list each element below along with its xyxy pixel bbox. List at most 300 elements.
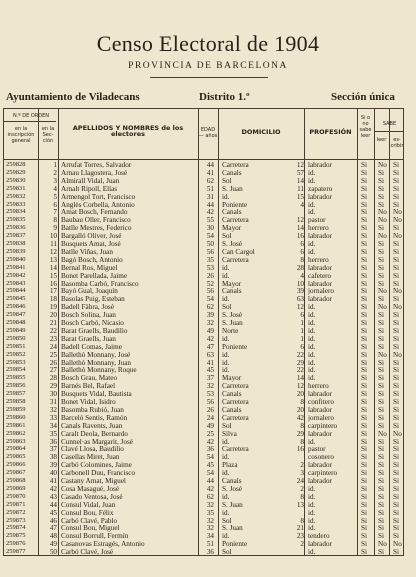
cell-s: 36	[49, 437, 57, 446]
cell-g: 259871	[6, 500, 26, 508]
distrito-label: Distrito 1.º	[199, 91, 250, 103]
cell-s: 26	[49, 358, 57, 367]
cell-d: Carretera	[222, 255, 249, 264]
cell-g: 259839	[6, 247, 26, 255]
cell-e: 41	[206, 168, 214, 177]
cell-g: 259874	[6, 524, 26, 532]
cell-d: id.	[222, 334, 230, 343]
cell-g: 259843	[6, 279, 26, 287]
header-orden: N.º DE ORDEN	[12, 113, 50, 119]
cell-c: No	[393, 350, 402, 359]
cell-c: Si	[393, 445, 399, 454]
cell-number: 4	[300, 271, 304, 280]
cell-s: 37	[49, 445, 57, 454]
cell-number: 14	[296, 224, 304, 233]
cell-s: 12	[49, 247, 57, 256]
cell-g: 259870	[6, 492, 26, 500]
cell-e: 36	[206, 445, 214, 454]
cell-g: 259861	[6, 421, 26, 429]
cell-d: Sol	[222, 303, 232, 312]
cell-b: Si	[378, 240, 384, 248]
cell-e: 32	[206, 524, 214, 533]
cell-s: 24	[49, 342, 57, 351]
cell-g: 259863	[6, 437, 26, 445]
cell-s: 48	[49, 532, 57, 541]
cell-a: Si	[361, 398, 367, 406]
cell-number: 8	[300, 421, 304, 430]
cell-a: Si	[361, 240, 367, 248]
cell-c: Si	[393, 366, 399, 375]
cell-e: 45	[206, 366, 214, 375]
cell-b: Si	[378, 326, 384, 335]
cell-number: 20	[296, 405, 304, 414]
cell-s: 32	[49, 405, 57, 414]
cell-d: Poniente	[222, 540, 248, 549]
cell-e: 56	[206, 247, 214, 256]
cell-p: jornalero	[308, 287, 334, 296]
cell-d: id.	[222, 508, 230, 517]
cell-number: 12	[296, 216, 304, 225]
cell-d: Sol	[222, 548, 232, 557]
cell-e: 55	[206, 216, 214, 225]
cell-b: No	[378, 208, 387, 217]
cell-c: Si	[393, 437, 399, 446]
cell-s: 22	[49, 326, 57, 335]
cell-n: Armengol Tort, Francisco	[61, 192, 136, 201]
cell-e: 63	[206, 350, 214, 359]
electoral-table	[3, 108, 404, 556]
cell-c: Si	[393, 192, 399, 201]
cell-d: Canals	[222, 477, 242, 485]
cell-c: Si	[393, 168, 399, 177]
cell-e: 54	[206, 295, 214, 304]
cell-g: 259873	[6, 516, 26, 524]
cell-a: Si	[361, 192, 367, 201]
cell-d: Canals	[222, 287, 242, 296]
cell-s: 5	[53, 192, 57, 201]
cell-p: labrador	[308, 279, 332, 288]
cell-g: 259835	[6, 216, 26, 224]
cell-a: Si	[361, 366, 367, 375]
cell-b: Si	[378, 500, 384, 509]
cell-n: Castany Amat, Miguel	[61, 477, 126, 485]
cell-a: Si	[361, 287, 367, 296]
cell-number: 24	[296, 477, 304, 485]
ayuntamiento-label: Ayuntamiento de Viladecans	[6, 91, 140, 103]
cell-n: Carbó Clavé, José	[61, 548, 114, 557]
cell-c: Si	[393, 492, 399, 501]
header-seccion-num: en la Sec-ción	[41, 126, 55, 144]
cell-e: 36	[206, 548, 214, 557]
cell-a: Si	[361, 319, 367, 327]
cell-b: Si	[378, 319, 384, 327]
cell-d: Carretera	[222, 398, 249, 406]
cell-d: Poniente	[222, 200, 248, 209]
cell-number: 8	[300, 492, 304, 501]
cell-c: Si	[393, 405, 399, 414]
cell-b: Si	[378, 279, 384, 288]
cell-n: Bonet Vidal, Isidro	[61, 398, 116, 406]
cell-n: Carbonell Duu, Francisco	[61, 469, 136, 478]
cell-p: pastor	[308, 216, 326, 225]
cell-b: Si	[378, 374, 384, 383]
cell-number: 21	[296, 524, 304, 533]
cell-p: id.	[308, 358, 316, 367]
cell-c: Si	[393, 271, 399, 280]
cell-p: labrador	[308, 477, 332, 485]
cell-a: Si	[361, 382, 367, 391]
cell-e: 44	[206, 161, 214, 169]
cell-d: Canals	[222, 168, 242, 177]
cell-c: Si	[393, 548, 399, 557]
cell-g: 259837	[6, 232, 26, 240]
cell-p: jornalero	[308, 413, 334, 422]
cell-c: Si	[393, 532, 399, 541]
cell-d: Mayor	[222, 374, 242, 383]
cell-g: 259848	[6, 319, 26, 326]
cell-d: Canals	[222, 390, 242, 399]
cell-n: Batlle Mestres, Federico	[61, 224, 132, 233]
cell-p: id.	[308, 240, 316, 248]
cell-d: Sol	[222, 176, 232, 185]
cell-c: Si	[393, 374, 399, 383]
cell-s: 8	[53, 216, 57, 225]
cell-p: cosonero	[308, 453, 334, 462]
cell-g: 259834	[6, 208, 26, 216]
cell-s: 9	[53, 224, 57, 233]
cell-g: 259832	[6, 192, 26, 200]
cell-e: 37	[206, 374, 214, 383]
cell-a: Si	[361, 461, 367, 470]
cell-d: Sol	[222, 421, 232, 430]
cell-e: 30	[206, 224, 214, 233]
cell-s: 14	[49, 263, 57, 272]
cell-d: Canals	[222, 208, 242, 217]
cell-e: 50	[206, 240, 214, 248]
cell-e: 32	[206, 516, 214, 525]
cell-d: id.	[222, 358, 230, 367]
cell-s: 18	[49, 295, 57, 304]
cell-p: labrador	[308, 232, 332, 241]
cell-e: 42	[206, 437, 214, 446]
cell-d: S. Juan	[222, 184, 243, 193]
cell-a: Si	[361, 469, 367, 478]
cell-a: Si	[361, 208, 367, 217]
cell-s: 50	[49, 548, 57, 557]
cell-s: 13	[49, 255, 57, 264]
cell-p: id.	[308, 484, 316, 493]
cell-d: id.	[222, 366, 230, 375]
cell-c: No	[393, 303, 402, 312]
cell-g: 259833	[6, 200, 26, 208]
cell-number: 8	[300, 516, 304, 525]
table-row	[4, 548, 403, 556]
cell-g: 259852	[6, 350, 26, 358]
cell-n: Canals Ravents, Juan	[61, 421, 123, 430]
cell-e: 24	[206, 413, 214, 422]
cell-s: 35	[49, 429, 57, 438]
cell-e: 54	[206, 232, 214, 241]
cell-d: Norte	[222, 326, 239, 335]
cell-n: Batlle Viñas, Juan	[61, 247, 113, 256]
cell-g: 259859	[6, 405, 26, 413]
cell-g: 259865	[6, 453, 26, 461]
cell-p: id.	[308, 208, 316, 217]
cell-c: Si	[393, 247, 399, 256]
cell-p: id.	[308, 508, 316, 517]
cell-e: 39	[206, 311, 214, 320]
cell-e: 42	[206, 208, 214, 217]
cell-c: Si	[393, 516, 399, 525]
cell-a: Si	[361, 516, 367, 525]
cell-s: 29	[49, 382, 57, 391]
cell-s: 6	[53, 200, 57, 209]
cell-e: 42	[206, 334, 214, 343]
header-domicilio: DOMICILIO	[241, 128, 281, 136]
cell-n: Bonet Parellada, Jaime	[61, 271, 128, 280]
cell-number: 12	[296, 161, 304, 169]
cell-b: Si	[378, 548, 384, 557]
cell-b: Si	[378, 508, 384, 517]
cell-n: Arrufat Torres, Salvador	[61, 161, 132, 169]
cell-number: 6	[300, 247, 304, 256]
cell-n: Arnalt Ripoll, Elías	[61, 184, 118, 193]
cell-s: 47	[49, 524, 57, 533]
header-divider	[4, 121, 56, 122]
cell-c: Si	[393, 461, 399, 470]
cell-a: Si	[361, 492, 367, 501]
cell-n: Consul Borrull, Fermín	[61, 532, 129, 541]
cell-number: 2	[300, 540, 304, 549]
cell-n: Barceló Sentis, Ramón	[61, 413, 128, 422]
cell-n: Basomba Carbó, Francisco	[61, 279, 139, 288]
cell-n: Consul Bou, Miguel	[61, 524, 120, 533]
cell-s: 38	[49, 453, 57, 462]
cell-p: labrador	[308, 405, 332, 414]
cell-c: Si	[393, 240, 399, 248]
cell-a: Si	[361, 326, 367, 335]
cell-a: Si	[361, 271, 367, 280]
cell-p: id.	[308, 319, 316, 327]
cell-number: 23	[296, 532, 304, 541]
cell-number: 3	[300, 469, 304, 478]
cell-c: Si	[393, 200, 399, 209]
cell-a: Si	[361, 176, 367, 185]
cell-p: id.	[308, 247, 316, 256]
cell-n: Consul Vidal, Juan	[61, 500, 116, 509]
cell-c: Si	[393, 390, 399, 399]
cell-number: 29	[296, 358, 304, 367]
header-bottom-rule	[4, 159, 403, 160]
cell-e: 62	[206, 303, 214, 312]
cell-g: 259841	[6, 263, 26, 271]
cell-b: Si	[378, 184, 384, 193]
cell-a: Si	[361, 532, 367, 541]
cell-b: Si	[378, 247, 384, 256]
cell-g: 259828	[6, 161, 26, 168]
cell-s: 42	[49, 484, 57, 493]
cell-d: Mayor	[222, 279, 242, 288]
cell-d: Poniente	[222, 342, 248, 351]
cell-c: No	[393, 287, 402, 296]
cell-n: Badell Fàbra, José	[61, 303, 114, 312]
cell-c: Si	[393, 524, 399, 533]
cell-p: carpintero	[308, 421, 338, 430]
cell-number: 42	[296, 413, 304, 422]
cell-s: 31	[49, 398, 57, 406]
cell-n: Almirall Vidal, Juan	[61, 176, 120, 185]
cell-a: Si	[361, 445, 367, 454]
cell-p: labrador	[308, 295, 332, 304]
cell-n: Barnés Bel, Rafael	[61, 382, 116, 391]
cell-c: Si	[393, 279, 399, 288]
cell-n: Barat Graells, Juan	[61, 334, 116, 343]
cell-n: Casanovas Estragés, Antonio	[61, 540, 145, 549]
cell-a: Si	[361, 263, 367, 272]
cell-d: Can Cargol	[222, 247, 255, 256]
cell-d: S. José	[222, 311, 242, 320]
cell-d: id.	[222, 492, 230, 501]
cell-s: 40	[49, 469, 57, 478]
cell-p: id.	[308, 200, 316, 209]
cell-a: Si	[361, 279, 367, 288]
cell-b: Si	[378, 255, 384, 264]
cell-number: 6	[300, 342, 304, 351]
header-general: en la inscripción general	[7, 126, 35, 144]
cell-a: Si	[361, 484, 367, 493]
cell-p: id.	[308, 437, 316, 446]
cell-number: 8	[300, 437, 304, 446]
cell-c: Si	[393, 421, 399, 430]
cell-number: 8	[300, 398, 304, 406]
cell-g: 259842	[6, 271, 26, 279]
cell-e: 41	[206, 358, 214, 367]
cell-d: id.	[222, 437, 230, 446]
cell-p: tendero	[308, 532, 330, 541]
cell-b: Si	[378, 532, 384, 541]
cell-p: labrador	[308, 390, 332, 399]
cell-c: No	[393, 232, 402, 241]
cell-g: 259876	[6, 540, 26, 548]
cell-g: 259867	[6, 469, 26, 477]
cell-a: Si	[361, 374, 367, 383]
cell-a: Si	[361, 477, 367, 485]
cell-p: zapatero	[308, 184, 333, 193]
cell-p: carpintero	[308, 469, 338, 478]
cell-d: S. José	[222, 240, 242, 248]
cell-s: 46	[49, 516, 57, 525]
cell-e: 49	[206, 326, 214, 335]
cell-a: Si	[361, 548, 367, 557]
cell-d: id.	[222, 532, 230, 541]
cell-a: Si	[361, 216, 367, 225]
cell-d: Carretera	[222, 382, 249, 391]
cell-n: Basolas Puig, Esteban	[61, 295, 125, 304]
cell-p: confitero	[308, 398, 334, 406]
cell-n: Busquets Vidal, Bautista	[61, 390, 132, 399]
cell-g: 259829	[6, 168, 26, 176]
cell-a: Si	[361, 255, 367, 264]
cell-number: 22	[296, 366, 304, 375]
cell-n: Bosch Grau, Mateo	[61, 374, 118, 383]
cell-e: 56	[206, 287, 214, 296]
cell-e: 53	[206, 263, 214, 272]
cell-n: Cunnel·as Margarit, José	[61, 437, 133, 446]
cell-d: Carretera	[222, 161, 249, 169]
cell-s: 4	[53, 184, 57, 193]
cell-number: 14	[296, 374, 304, 383]
cell-e: 32	[206, 319, 214, 327]
cell-b: Si	[378, 445, 384, 454]
cell-b: Si	[378, 271, 384, 280]
cell-a: Si	[361, 413, 367, 422]
cell-e: 26	[206, 271, 214, 280]
cell-s: 43	[49, 492, 57, 501]
cell-g: 259851	[6, 342, 26, 350]
cell-number: 14	[296, 176, 304, 185]
cell-d: S. José	[222, 484, 242, 493]
cell-d: Sol	[222, 232, 232, 241]
cell-c: Si	[393, 484, 399, 493]
cell-d: Plaza	[222, 461, 238, 470]
cell-n: Bosch Solina, Juan	[61, 311, 116, 320]
cell-d: id.	[222, 192, 230, 201]
cell-g: 259849	[6, 326, 26, 334]
cell-b: Si	[378, 311, 384, 320]
cell-number: 6	[300, 240, 304, 248]
cell-e: 25	[206, 429, 214, 438]
cell-b: Si	[378, 405, 384, 414]
cell-number: 15	[296, 192, 304, 201]
cell-g: 259866	[6, 461, 26, 469]
cell-s: 44	[49, 500, 57, 509]
cell-c: No	[393, 540, 402, 549]
cell-number: 1	[300, 326, 304, 335]
cell-g: 259875	[6, 532, 26, 540]
cell-c: Si	[393, 263, 399, 272]
cell-p: id.	[308, 492, 316, 501]
cell-b: Si	[378, 200, 384, 209]
cell-p: id.	[308, 366, 316, 375]
cell-c: Si	[393, 508, 399, 517]
cell-g: 259869	[6, 484, 26, 492]
cell-s: 39	[49, 461, 57, 470]
cell-e: 47	[206, 342, 214, 351]
cell-s: 30	[49, 390, 57, 399]
cell-b: Si	[378, 492, 384, 501]
cell-a: Si	[361, 508, 367, 517]
cell-a: Si	[361, 168, 367, 177]
cell-number: 1	[300, 334, 304, 343]
cell-c: Si	[393, 453, 399, 462]
cell-n: Arnau Llagostera, José	[61, 168, 128, 177]
cell-n: Barat Graells, Baudilio	[61, 326, 128, 335]
cell-a: Si	[361, 247, 367, 256]
cell-number: 16	[296, 232, 304, 241]
cell-b: Si	[378, 461, 384, 470]
cell-number: 20	[296, 390, 304, 399]
cell-c: No	[393, 429, 402, 438]
cell-d: id.	[222, 453, 230, 462]
cell-e: 51	[206, 184, 214, 193]
cell-b: Si	[378, 176, 384, 185]
cell-n: Consul Bou, Félix	[61, 508, 114, 517]
cell-n: Busquets Amat, José	[61, 240, 121, 248]
cell-n: Carbó Clavé, Pablo	[61, 516, 118, 525]
cell-e: 52	[206, 279, 214, 288]
cell-b: Si	[378, 421, 384, 430]
cell-c: Si	[393, 161, 399, 169]
